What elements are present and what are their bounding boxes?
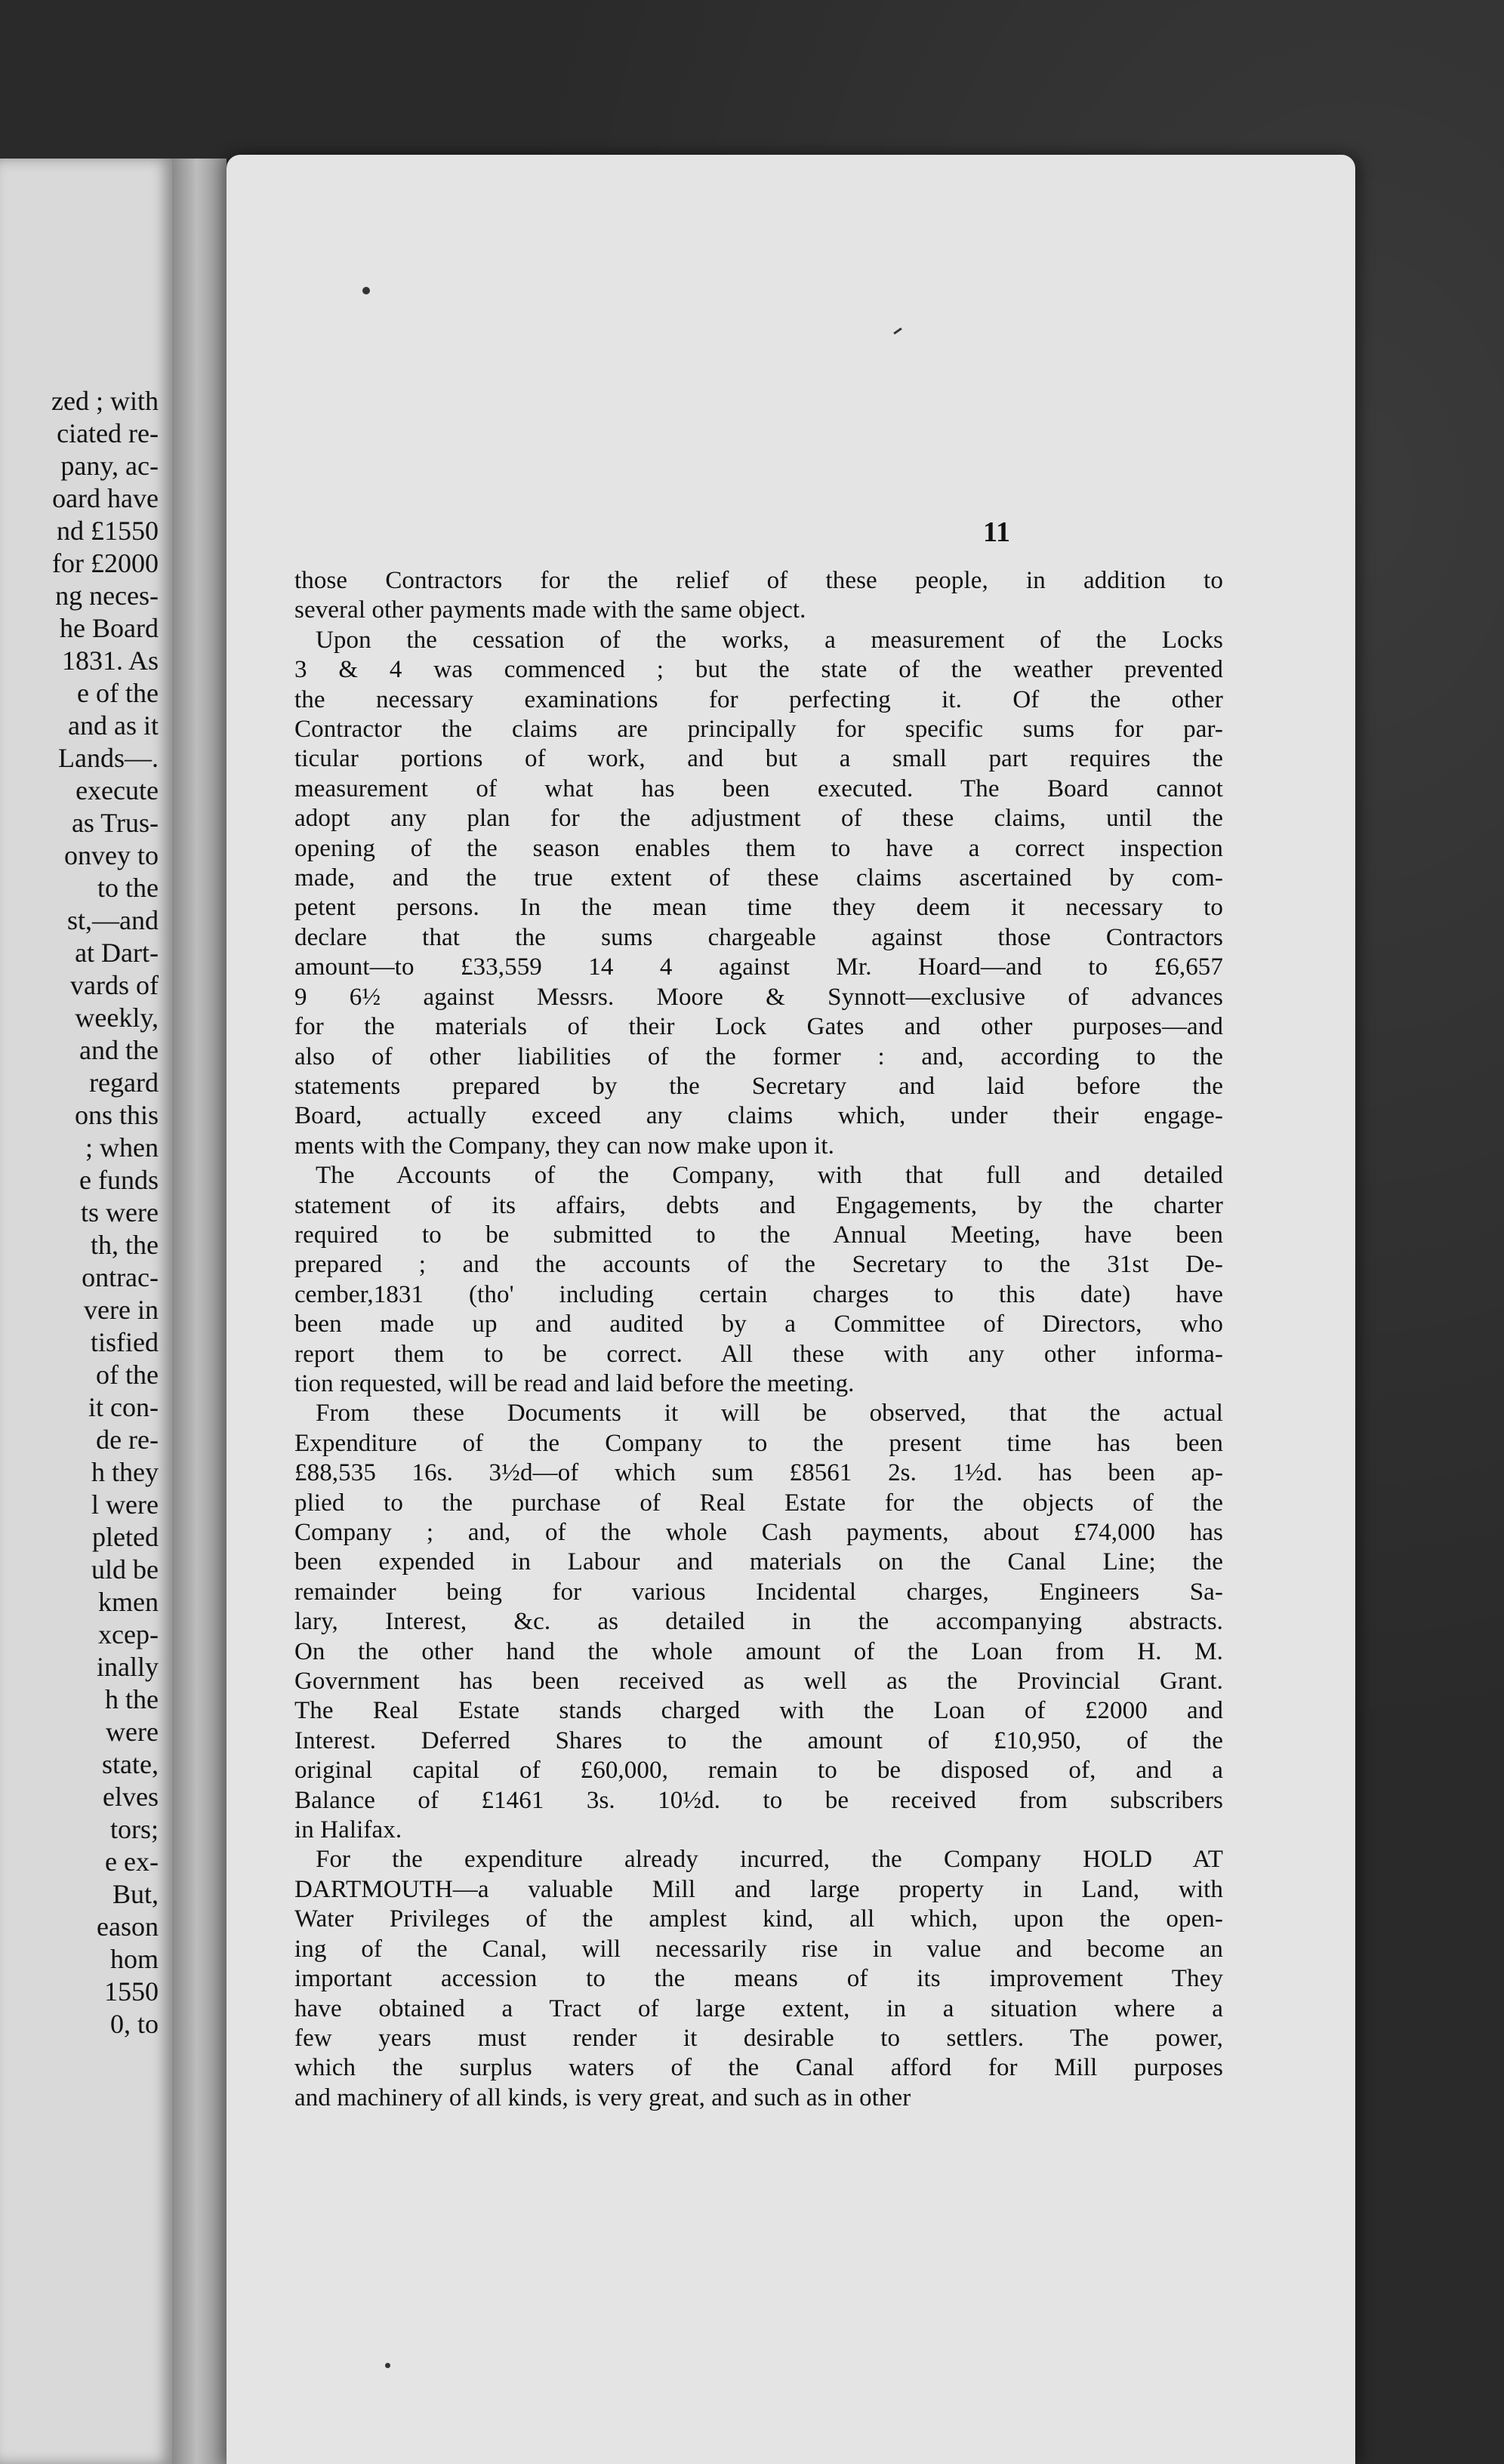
left-page-line: 1550	[104, 1976, 159, 2007]
text-line: opening of the season enables them to have a correct inspection	[294, 834, 1223, 862]
left-page-line: and as it	[68, 710, 159, 741]
ink-mark	[893, 328, 902, 334]
left-page-line: e funds	[79, 1165, 159, 1195]
text-line: On the other hand the whole amount of the Loan from H. M.	[294, 1637, 1223, 1665]
left-page-line: h they	[91, 1457, 159, 1487]
left-page-line: to the	[97, 873, 159, 903]
book-gutter	[172, 159, 227, 2464]
text-line: those Contractors for the relief of these people, in addition to	[294, 567, 1223, 594]
ink-spot	[385, 2363, 390, 2368]
left-page-line: ons this	[74, 1100, 159, 1130]
text-line: cember,1831 (tho' including certain charges to this date) have	[294, 1280, 1223, 1308]
left-page-line: vards of	[70, 970, 159, 1000]
text-line: Company ; and, of the whole Cash payments, about £74,000 has	[294, 1519, 1223, 1546]
left-page-line: weekly,	[75, 1003, 159, 1033]
left-page-line: e of the	[77, 678, 159, 708]
left-page-line: execute	[76, 775, 159, 805]
text-line: Water Privileges of the amplest kind, all which, upon the open-	[294, 1905, 1223, 1933]
left-page-line: xcep-	[98, 1619, 159, 1649]
left-page-line: as Trus-	[71, 808, 159, 838]
left-page-line: and the	[79, 1035, 159, 1065]
text-line: ticular portions of work, and but a small part requires the	[294, 745, 1223, 773]
left-page-line: 1831. As	[61, 645, 159, 676]
text-line: statement of its affairs, debts and Engagements, by the charter	[294, 1191, 1223, 1219]
text-line: lary, Interest, &c. as detailed in the accompanying abstracts.	[294, 1608, 1223, 1636]
left-page-line: regard	[89, 1067, 159, 1098]
text-line: and machinery of all kinds, is very great, and such as in other	[294, 2084, 911, 2111]
right-page	[227, 155, 1355, 2464]
left-page-line: pany, ac-	[60, 451, 159, 481]
text-line: made, and the true extent of these claims ascertained by com-	[294, 864, 1223, 892]
text-line: Contractor the claims are principally for specific sums for par-	[294, 716, 1223, 744]
text-line: ing of the Canal, will necessarily rise in value and become an	[294, 1935, 1223, 1963]
left-page-line: at Dart-	[75, 938, 159, 968]
text-line: also of other liabilities of the former : and, according to the	[294, 1043, 1223, 1070]
text-line: Expenditure of the Company to the present time has been	[294, 1429, 1223, 1457]
text-line: have obtained a Tract of large extent, in a situation where a	[294, 1994, 1223, 2022]
text-line: adopt any plan for the adjustment of these claims, until the	[294, 805, 1223, 833]
left-page-line: were	[106, 1717, 159, 1747]
left-page-line: Lands—.	[58, 743, 159, 773]
left-page-line: kmen	[98, 1587, 159, 1617]
left-page-line: vere in	[84, 1295, 159, 1325]
left-page-line: nd £1550	[57, 516, 159, 546]
left-page-line: inally	[97, 1652, 159, 1682]
left-page-line: pleted	[92, 1522, 159, 1552]
left-page-line: st,—and	[67, 905, 159, 935]
text-line: Government has been received as well as the Provincial Grant.	[294, 1668, 1223, 1696]
text-line: Board, actually exceed any claims which, under their engage-	[294, 1102, 1223, 1130]
left-page-line: ng neces-	[55, 581, 159, 611]
left-page-line: tisfied	[91, 1327, 159, 1357]
text-line: important accession to the means of its improvement They	[294, 1965, 1223, 1993]
left-page-line: elves	[103, 1782, 159, 1812]
left-page-line: oard have	[52, 483, 159, 513]
text-line: DARTMOUTH—a valuable Mill and large property in Land, with	[294, 1875, 1223, 1903]
left-page-line: onvey to	[64, 840, 159, 870]
left-page-line: But,	[112, 1879, 159, 1909]
text-line: few years must render it desirable to settlers. The power,	[294, 2024, 1223, 2052]
text-line: For the expenditure already incurred, the Company HOLD AT	[316, 1846, 1223, 1874]
text-line: been made up and audited by a Committee of Directors, who	[294, 1311, 1223, 1338]
text-line: petent persons. In the mean time they deem it necessary to	[294, 894, 1223, 922]
left-page-line: ciated re-	[57, 418, 159, 448]
left-page-line: 0, to	[109, 2009, 159, 2039]
text-line: 9 6½ against Messrs. Moore & Synnott—exclusive of advances	[294, 983, 1223, 1011]
left-page-line: th, the	[91, 1230, 159, 1260]
page-body-text	[294, 566, 1223, 2113]
left-page-line: it con-	[88, 1392, 159, 1422]
text-line: ments with the Company, they can now make upon it.	[294, 1132, 834, 1160]
text-line: Upon the cessation of the works, a measurement of the Locks	[316, 626, 1223, 654]
text-line: statements prepared by the Secretary and laid before the	[294, 1072, 1223, 1100]
text-line: prepared ; and the accounts of the Secretary to the 31st De-	[294, 1251, 1223, 1279]
page-number: 11	[983, 516, 1010, 548]
text-line: report them to be correct. All these with any other informa-	[294, 1340, 1223, 1368]
text-line: £88,535 16s. 3½d—of which sum £8561 2s. 1½d. has been ap-	[294, 1459, 1223, 1487]
text-line: measurement of what has been executed. The Board cannot	[294, 775, 1223, 802]
text-line: tion requested, will be read and laid before the meeting.	[294, 1369, 855, 1397]
left-page-fragment	[0, 159, 172, 2464]
left-page-text	[4, 385, 159, 2040]
text-line: for the materials of their Lock Gates and other purposes—and	[294, 1013, 1223, 1041]
left-page-line: zed ; with	[51, 386, 159, 416]
text-line: declare that the sums chargeable against those Contractors	[294, 923, 1223, 951]
text-line: original capital of £60,000, remain to be disposed of, and a	[294, 1757, 1223, 1785]
left-page-line: de re-	[96, 1424, 159, 1455]
left-page-line: eason	[97, 1911, 159, 1942]
text-line: Interest. Deferred Shares to the amount of £10,950, of the	[294, 1726, 1223, 1754]
left-page-line: l were	[91, 1489, 159, 1520]
left-page-line: he Board	[60, 613, 159, 643]
text-line: the necessary examinations for perfecting it. Of the other	[294, 685, 1223, 713]
left-page-line: ontrac-	[82, 1262, 159, 1292]
left-page-line: for £2000	[52, 548, 159, 578]
text-line: several other payments made with the same object.	[294, 596, 806, 624]
text-line: amount—to £33,559 14 4 against Mr. Hoard—and to £6,657	[294, 953, 1223, 981]
text-line: required to be submitted to the Annual Meeting, have been	[294, 1221, 1223, 1249]
left-page-line: of the	[96, 1360, 159, 1390]
left-page-line: h the	[105, 1684, 159, 1714]
text-line: remainder being for various Incidental charges, Engineers Sa-	[294, 1578, 1223, 1606]
text-line: The Real Estate stands charged with the Loan of £2000 and	[294, 1697, 1223, 1725]
left-page-line: state,	[102, 1749, 159, 1779]
text-line: The Accounts of the Company, with that full and detailed	[316, 1162, 1223, 1190]
left-page-line: uld be	[91, 1554, 159, 1585]
text-line: been expended in Labour and materials on the Canal Line; the	[294, 1548, 1223, 1576]
left-page-line: hom	[109, 1944, 159, 1974]
left-page-line: ts were	[81, 1197, 159, 1227]
text-line: plied to the purchase of Real Estate for the objects of the	[294, 1489, 1223, 1517]
left-page-line: e ex-	[105, 1846, 159, 1877]
ink-spot	[362, 287, 370, 294]
text-line: 3 & 4 was commenced ; but the state of the weather prevented	[294, 656, 1223, 684]
left-page-line: tors;	[109, 1814, 159, 1844]
left-page-line: ; when	[85, 1132, 159, 1163]
text-line: Balance of £1461 3s. 10½d. to be received from subscribers	[294, 1786, 1223, 1814]
text-line: in Halifax.	[294, 1816, 402, 1844]
text-line: which the surplus waters of the Canal afford for Mill purposes	[294, 2054, 1223, 2082]
text-line: From these Documents it will be observed, that the actual	[316, 1400, 1223, 1428]
